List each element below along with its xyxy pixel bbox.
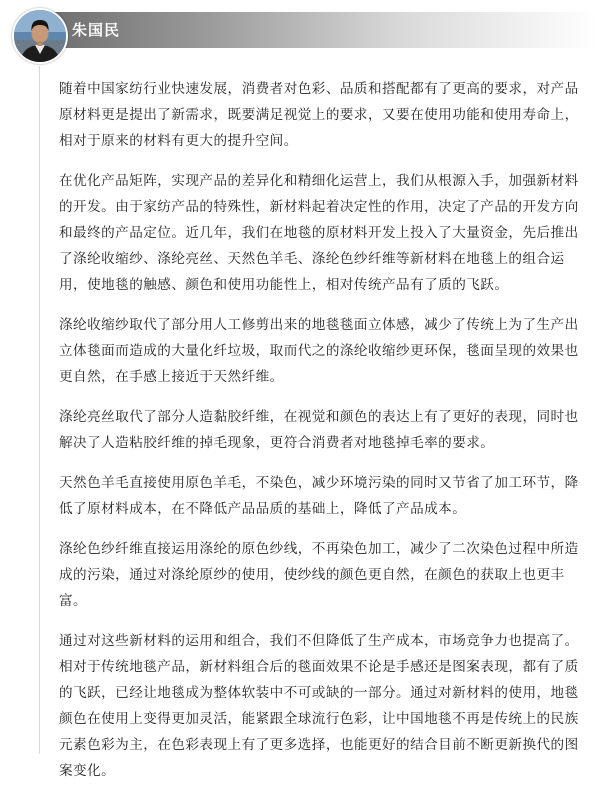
article-body [59, 76, 587, 798]
paragraph: 涤纶色纱纤维直接运用涤纶的原色纱线，不再染色加工，减少了二次染色过程中所造成的污染，通过对涤纶原纱的使用，使纱线的颜色更自然，在颜色的获取上也更丰富。 [59, 541, 579, 609]
author-name-bar [38, 12, 598, 48]
left-divider [39, 66, 40, 754]
user-photo-icon [14, 10, 66, 62]
paragraph: 涤纶亮丝取代了部分人造黏胶纤维，在视觉和颜色的表达上有了更好的表现，同时也解决了人造粘胶纤维的掉毛现象，更符合消费者对地毯掉毛率的要求。 [59, 409, 579, 451]
paragraph: 通过对这些新材料的运用和组合，我们不但降低了生产成本，市场竞争力也提高了。相对于传统地毯产品，新材料组合后的毯面效果不论是手感还是图案表现，都有了质的飞跃，已经让地毯成为整体软装中不可或缺的一部分。通过对新材料的使用，地毯颜色在使用上变得更加灵活，能紧跟全球流行色彩，让中国地毯不再是传统上的民族元素色彩为主，在色彩表现上有了更多选择，也能更好的结合目前不断更新换代的图案变化。 [59, 633, 579, 779]
paragraph: 在优化产品矩阵，实现产品的差异化和精细化运营上，我们从根源入手，加强新材料的开发。由于家纺产品的特殊性，新材料起着决定性的作用，决定了产品的开发方向和最终的产品定位。近几年，我们在地毯的原材料开发上投入了大量资金，先后推出了涤纶收缩纱、涤纶亮丝、天然色羊毛、涤纶色纱纤维等新材料在地毯上的组合运用，使地毯的触感、颜色和使用功能性上，相对传统产品有了质的飞跃。 [59, 173, 579, 293]
avatar [12, 8, 68, 64]
paragraph: 涤纶收缩纱取代了部分用人工修剪出来的地毯毯面立体感，减少了传统上为了生产出立体毯面而造成的大量化纤垃圾，取而代之的涤纶收缩纱更环保，毯面呈现的效果也更自然，在手感上接近于天然纤维。 [59, 317, 579, 385]
paragraph: 天然色羊毛直接使用原色羊毛，不染色，减少环境污染的同时又节省了加工环节，降低了原材料成本，在不降低产品品质的基础上，降低了产品成本。 [59, 475, 579, 517]
author-header [0, 0, 600, 68]
paragraph: 随着中国家纺行业快速发展，消费者对色彩、品质和搭配都有了更高的要求，对产品原材料更是提出了新需求，既要满足视觉上的要求，又要在使用功能和使用寿命上，相对于原来的材料有更大的提升空间。 [59, 81, 579, 149]
author-name: 朱国民 [72, 21, 121, 39]
